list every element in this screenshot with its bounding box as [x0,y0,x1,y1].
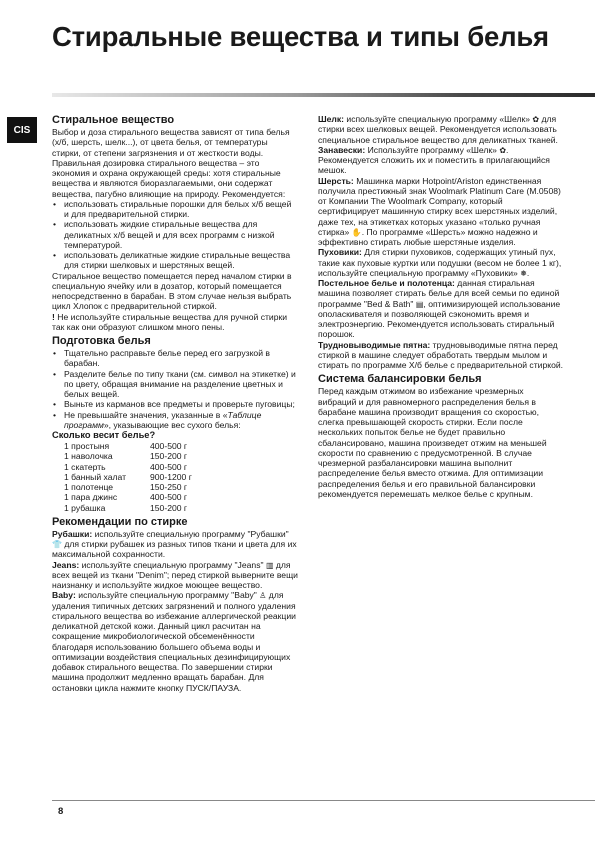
baby-icon: ♙ [259,591,267,601]
table-row: 1 полотенце 150-250 г [64,482,188,492]
handwash-warning: ! Не используйте стиральные вещества для ручной стирки так как они образуют слишком много пены. [52,311,288,332]
detergent-recommendations [52,199,298,271]
wash-tips-heading: Рекомендации по стирке [52,515,188,528]
detergent-heading: Стиральное вещество [52,114,175,126]
detergent-placement: Стиральное вещество помещается перед началом стирки в специальную ячейку или в дозатор, который помещается непосредственно в барабан. В этом случае нельзя выбрать цикл Хлопок с предварительной стиркой. [52,270,292,312]
table-row: 1 скатерть 400-500 г [64,461,188,472]
list-item: • использовать жидкие стиральные вещества для деликатных х/б вещей и для всех программ с низкой температурой. [52,219,298,250]
balance-heading: Система балансировки белья [318,373,482,386]
exclamation-icon: ! [52,311,55,322]
header-divider [52,93,595,97]
right-column [318,114,564,499]
detergent-dosage: Правильная дозировка стирального вещества – это экономия и охрана окружающей среды: хотя стиральные вещества и являются биоразлагаемыми, они содержат вещества, пагубно влияющие на природу. Рекомендуется: [52,157,286,199]
silk-icon: ✿ [499,145,507,155]
jeans-icon: ▥ [265,560,274,570]
table-row: 1 рубашка 150-200 г [64,502,188,513]
list-item: • Выньте из карманов все предметы и проверьте пуговицы; [52,399,298,409]
list-item: • использовать стиральные порошки для белых х/б вещей и для предварительной стирки. [52,199,298,220]
bed-bath-tip: Постельное белье и полотенца: данная стиральная машина позволяет стирать белье для всей семьи по единой программе "Bed & Bath" ▤, оптимизирующей использование ополаскивателя и позволяющей сэкономить время и электроэнергию. Рекомендуется использовать стиральный порошок. [318,278,561,340]
list-item: • Тщательно расправьте белье перед его загрузкой в барабан. [52,348,298,369]
table-row: 1 пара джинс 400-500 г [64,492,188,503]
weights-table [64,441,192,513]
table-row: 1 наволочка 150-200 г [64,451,188,462]
laundry-prep-heading: Подготовка белья [52,335,151,347]
detergent-intro: Выбор и доза стирального вещества зависят от типа белья (х/б, шерсть, шелк...), от цвета белья, от температуры стирки, от степени загрязнения и от жесткости воды. [52,127,290,158]
list-item: • Разделите белье по типу ткани (см. символ на этикетке) и по цвету, обращая внимание на разделение цветных и белых вещей. [52,369,298,400]
table-row: 1 банный халат 900-1200 г [64,471,192,482]
program-table-link: Таблице программ [64,409,262,430]
stains-tip: Трудновыводимые пятна: трудновыводимые пятна перед стиркой в машине следует обработать твердым мылом и стирать по программе Х/б белье с предварительной стиркой. [318,339,564,370]
balance-text: Перед каждым отжимом во избежание чрезмерных вибраций и для равномерного распределения белья в барабане машина производит вращения со скоростью, слегка превышающей скорость стирки. Если после нескольких попыток белье не будет правильно сбалансировано, машина произведет отжим на меньшей скорости по сравнению с предусмотренной. В случае чрезмерной разбалансировки машина выполнит распределение белья вместо отжима. Для оптимизации распределения белья и его правильной балансировки рекомендуется перемешать мелкое белье с крупным. [318,386,547,499]
left-column [52,114,298,693]
page-title: Стиральные вещества и типы белья [52,21,549,52]
wool-tip: Шерсть: Машинка марки Hotpoint/Ariston единственная получила престижный знак Woolmark Platinum Care (M.0508) от Компании The Woolmark Company, который сертифицирует машинную стирку всех шерстяных изделий, даже тех, на этикетках которых указано «только ручная стирка» ✋. По программе «Шерсть» можно надежно и эффективно стирать любые шерстяные изделия. [318,175,561,247]
weights-heading: Сколько весит белье? [52,430,156,440]
laundry-prep-list [52,348,298,430]
footer-divider [52,800,595,801]
shirt-icon: 👕 [52,540,62,549]
jeans-tip: Jeans: используйте специальную программу "Jeans" ▥ для всех вещей из ткани "Denim"; перед стиркой выверните вещи наизнанку и используйте жидкое моющее вещество. [52,559,298,590]
baby-tip: Baby: используйте специальную программу "Baby" ♙ для удаления типичных детских загрязнений и полного удаления стирального вещества во избежание аллергической реакции деликатной детской кожи. Данный цикл расчитан на сокращение микробиологической обсеменённости благодаря использованию большего объема воды и оптимизации воздействия специальных дезинфицирующих добавок стирального вещества. По завершении стирки машина продолжит медленно вращать барабан. Для остановки цикла нажмите кнопку ПУСК/ПАУЗА. [52,590,296,693]
language-tab: CIS [7,117,37,143]
down-jacket-icon: ❅ [520,268,527,278]
hand-wash-icon: ✋ [351,227,362,237]
silk-tip: Шелк: используйте специальную программу «Шелк» ✿ для стирки всех шелковых вещей. Рекомендуется использовать специальное стиральное вещество для деликатных тканей. [318,114,558,145]
list-item: • использовать деликатные жидкие стиральные вещества для стирки шелковых и шерстяных вещей. [52,250,298,271]
shirts-tip: Рубашки: используйте специальную программу "Рубашки" 👕 для стирки рубашек из разных типов ткани и цвета для их максимальной сохранности. [52,528,297,560]
bed-bath-icon: ▤ [415,299,424,309]
table-row: 1 простыня 400-500 г [64,441,188,451]
silk-icon: ✿ [532,115,540,124]
curtains-tip: Занавески: Используйте программу «Шелк» ✿. Рекомендуется сложить их и поместить в прилагающийся мешок. [318,144,550,176]
page-number: 8 [58,806,64,817]
list-item: • Не превышайте значения, указанные в «Таблице программ», указывающие вес сухого белья: [52,410,298,431]
down-jackets-tip: Пуховики: Для стирки пуховиков, содержащих утиный пух, такие как пуховые куртки или подушки (весом не более 1 кг), используйте специальную программу «Пуховики» ❅. [318,247,562,278]
